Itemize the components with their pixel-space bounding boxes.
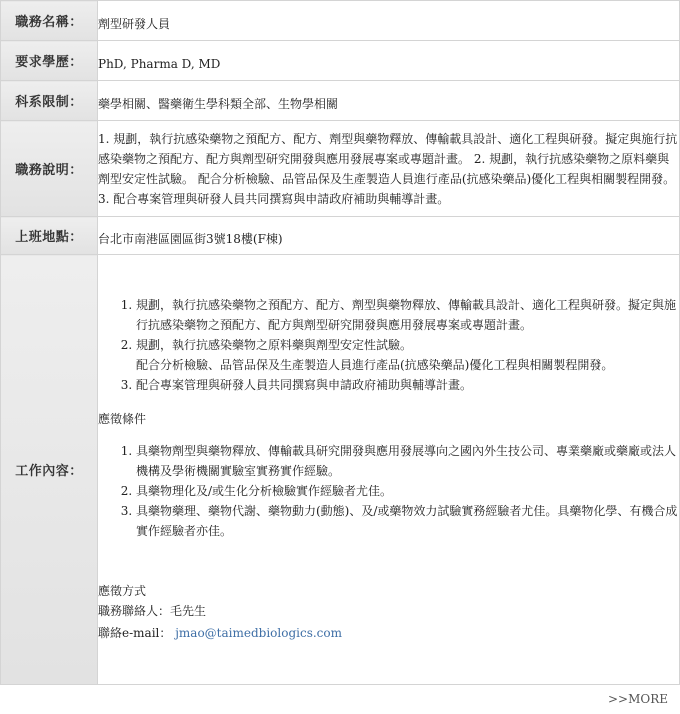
duty-item: 3. 配合專案管理與研發人員共同撰寫與申請政府補助與輔導計畫。 <box>136 375 679 395</box>
row-title <box>1 1 680 41</box>
contact-name: 毛先生 <box>170 603 207 618</box>
more-row <box>0 686 680 714</box>
label-work: 工作內容： <box>1 255 98 685</box>
value-location: 台北市南港區園區街3號18樓(F棟) <box>98 217 680 255</box>
duty-item-extra: 配合分析檢驗、品管品保及生產製造人員進行產品(抗感染藥品)優化工程與相關製程開發。 <box>136 357 614 372</box>
row-description <box>1 121 680 217</box>
contact-line <box>98 601 679 621</box>
row-degree <box>1 41 680 81</box>
more-link[interactable]: >>MORE <box>607 692 668 706</box>
email-label: 聯絡e-mail： <box>98 625 172 640</box>
value-description: 1. 規劃，執行抗感染藥物之預配方、配方、劑型與藥物釋放、傳輸載具設計、適化工程與研發。擬定與施行抗感染藥物之預配方、配方與劑型研究開發與應用發展專案或專題計畫。 2. 規劃，執行抗感染藥物之原料藥與劑型安定性試驗。 配合分析檢驗、品管品保及生產製造人員進行產品(抗感染藥品)優化工程與相關製程開發。 3. 配合專案管理與研發人員共同撰寫與申請政府補助與輔導計畫。 <box>98 121 680 217</box>
contact-label: 職務聯絡人： <box>98 603 171 618</box>
conditions-list <box>98 441 679 541</box>
label-description: 職務說明： <box>1 121 98 217</box>
duty-list <box>98 295 679 395</box>
label-title: 職務名稱： <box>1 1 98 41</box>
label-degree: 要求學歷： <box>1 41 98 81</box>
value-title: 劑型研發人員 <box>98 1 680 41</box>
row-major <box>1 81 680 121</box>
duty-item <box>136 335 679 375</box>
value-work <box>98 255 680 685</box>
row-work <box>1 255 680 685</box>
condition-item: 3. 具藥物藥理、藥物代謝、藥物動力(動態)、及/或藥物效力試驗實務經驗者尤佳。具藥物化學、有機合成實作經驗者亦佳。 <box>136 501 679 541</box>
email-link[interactable]: jmao@taimedbiologics.com <box>175 625 343 640</box>
condition-item: 2. 具藥物理化及/或生化分析檢驗實作經驗者尤佳。 <box>136 481 679 501</box>
duty-item-text: 規劃，執行抗感染藥物之原料藥與劑型安定性試驗。 <box>136 337 413 352</box>
label-location: 上班地點： <box>1 217 98 255</box>
email-line <box>98 621 679 645</box>
duty-item: 1. 規劃，執行抗感染藥物之預配方、配方、劑型與藥物釋放、傳輸載具設計、適化工程與研發。擬定與施行抗感染藥物之預配方、配方與劑型研究開發與應用發展專案或專題計畫。 <box>136 295 679 335</box>
conditions-title: 應徵條件 <box>98 411 147 426</box>
value-degree: PhD, Pharma D, MD <box>98 41 680 81</box>
label-major: 科系限制： <box>1 81 98 121</box>
value-major: 藥學相關、醫藥衛生學科類全部、生物學相關 <box>98 81 680 121</box>
apply-title: 應徵方式 <box>98 583 147 598</box>
condition-item: 1. 具藥物劑型與藥物釋放、傳輸載具研究開發與應用發展導向之國內外生技公司、專業藥廠或藥廠或法人機構及學術機關實驗室實務實作經驗。 <box>136 441 679 481</box>
row-location <box>1 217 680 255</box>
